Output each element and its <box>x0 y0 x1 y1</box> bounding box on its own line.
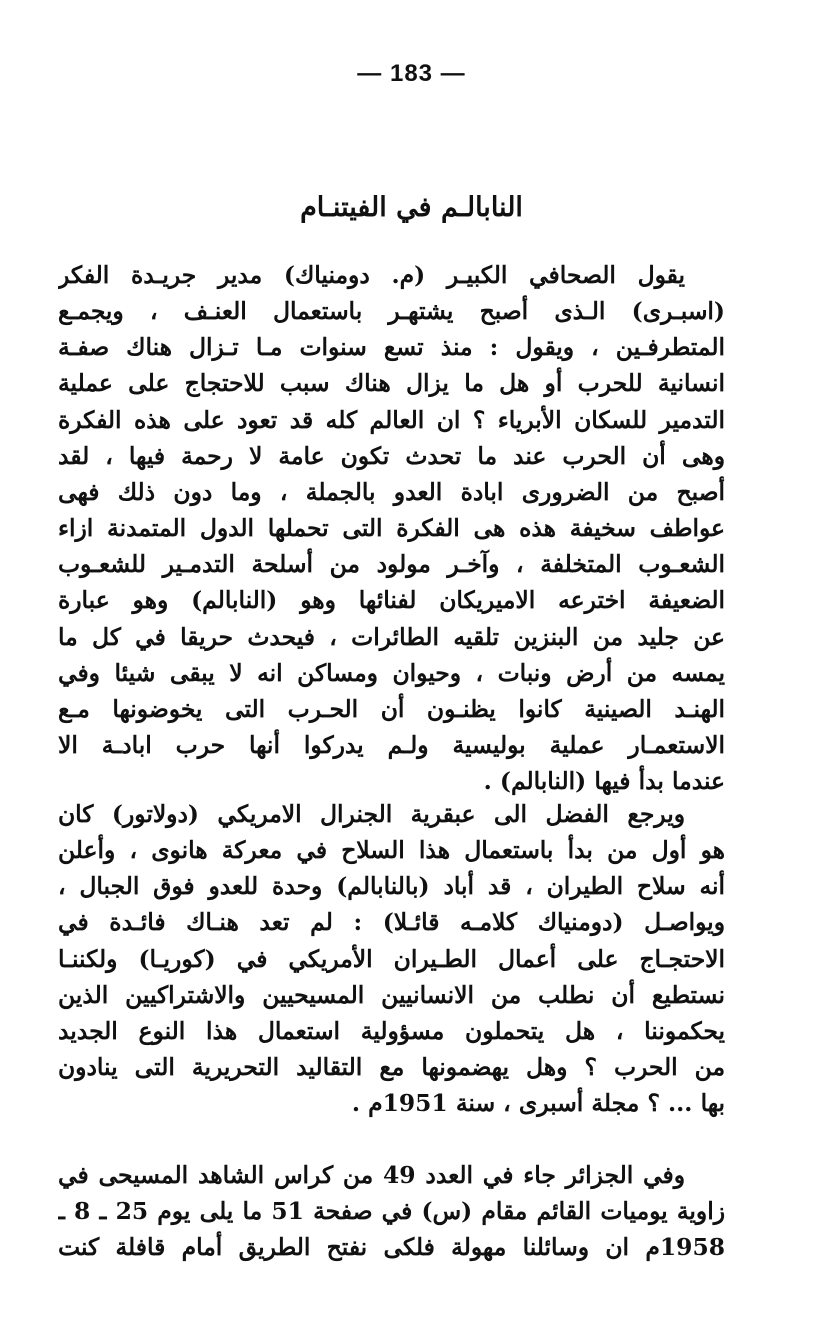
paragraph-2 <box>58 796 725 1121</box>
text-line: عن جليد من البنزين تلقيه الطائرات ، فيحدث حريقا في كل ما <box>58 622 725 651</box>
text-line: زاوية يوميات القائم مقام (س) في صفحة 51 ما يلى يوم 25 ـ 8 ـ <box>58 1197 725 1226</box>
text-line: الاستعمـار عملية بوليسية ولـم يدركوا أنها حرب ابادـة الا <box>58 731 725 760</box>
text-line: الاحتجـاج على أعمال الطـيران الأمريكي في (كوريـا) ولكننـا <box>58 944 725 973</box>
paragraph-3 <box>58 1157 725 1265</box>
text-line: يحكموننا ، هل يتحملون مسؤولية استعمال هذا النوع الجديد <box>58 1016 725 1045</box>
text-line: نستطيع أن نطلب من الانسانيين المسيحيين والاشتراكيين الذين <box>58 980 725 1009</box>
text-line: انسانية للحرب أو هل ما يزال هناك سبب للاحتجاج على عملية <box>58 369 725 398</box>
text-line: ويواصـل (دومنياك كلامـه قائـلا) : لم تعد هنـاك فائـدة في <box>58 908 725 937</box>
text-line: أنه سلاح الطيران ، قد أباد (بالنابالم) وحدة للعدو فوق الجبال ، <box>58 872 725 901</box>
text-line: يمسه من أرض ونبات ، وحيوان ومساكن انه لا يبقى شيئا وفي <box>58 658 725 687</box>
chapter-title: النابالـم في الفيتنـام <box>300 192 523 223</box>
text-line: (اسبـرى) الـذى أصبح يشتهـر باستعمال العنـف ، ويجمـع <box>58 297 725 326</box>
paragraph-1 <box>58 257 725 799</box>
text-line: هو أول من بدأ باستعمال هذا السلاح في معركة هانوى ، وأعلن <box>58 836 725 865</box>
text-line: ويرجع الفضل الى عبقرية الجنرال الامريكي (دولاتور) كان <box>58 800 685 828</box>
text-line: الشعـوب المتخلفة ، وآخـر مولود من أسلحة التدمـير للشعـوب <box>58 550 725 579</box>
text-line: يقول الصحافي الكبيـر (م. دومنياك) مدير جريـدة الفكر <box>58 261 685 289</box>
text-line: المتطرفـين ، ويقول : منذ تسع سنوات مـا تـزال هناك صفـة <box>58 333 725 362</box>
text-line: عواطف سخيفة هذه هى الفكرة التى تحملها الدول المتمدنة ازاء <box>58 514 725 543</box>
text-line: بها ... ؟ مجلة أسبرى ، سنة 1951م . <box>351 1089 725 1118</box>
page-number: — 183 — <box>357 60 466 87</box>
text-line: التدمير للسكان الأبرياء ؟ ان العالم كله قد تعود على هذه الفكرة <box>58 405 725 434</box>
text-line: عندما بدأ فيها (النابالم) . <box>483 767 725 796</box>
text-line: وهى أن الحرب عند ما تحدث تكون عامة لا رحمة فيها ، لقد <box>58 441 725 470</box>
text-line: أصبح من الضرورى ابادة العدو بالجملة ، وما دون ذلك فهى <box>58 477 725 506</box>
text-line: الهنـد الصينية كانوا يظنـون أن الحـرب التى يخوضونها مـع <box>58 694 725 723</box>
text-line: الضعيفة اخترعه الاميريكان لفنائها وهو (النابالم) وهو عبارة <box>58 586 725 615</box>
text-line: من الحرب ؟ وهل يهضمونها مع التقاليد التحريرية التى ينادون <box>58 1053 725 1082</box>
text-line: وفي الجزائر جاء في العدد 49 من كراس الشاهد المسيحى في <box>58 1161 685 1189</box>
text-line: 1958م ان وسائلنا مهولة فلكى نفتح الطريق أمام قافلة كنت <box>58 1233 725 1262</box>
